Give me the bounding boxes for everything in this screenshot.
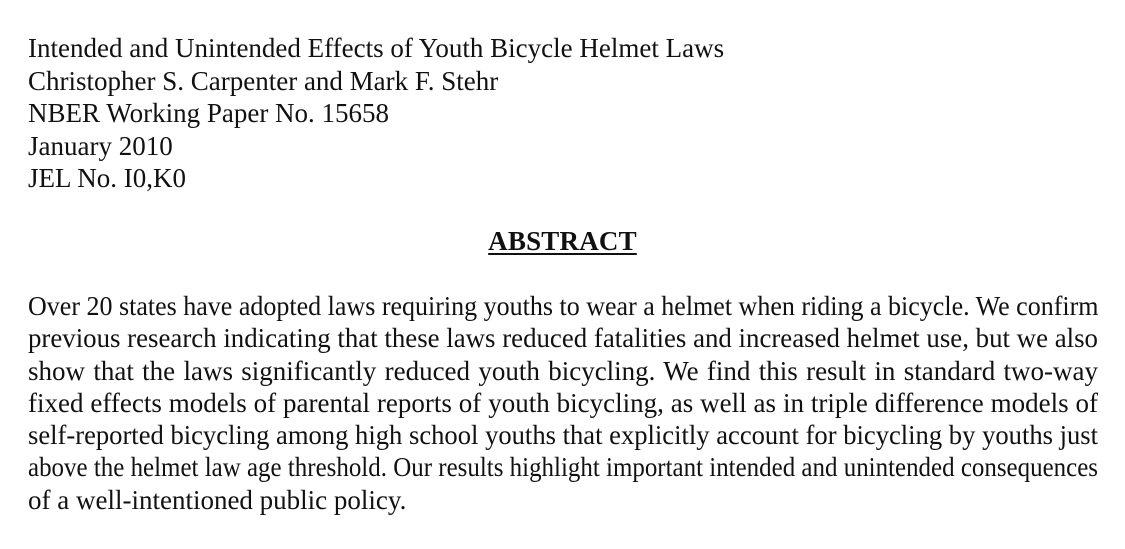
paper-date: January 2010 — [28, 130, 173, 161]
abstract-heading: ABSTRACT — [488, 226, 637, 256]
abstract-line: Over 20 states have adopted laws requiring youths to wear a helmet when riding a bicycle. We confirm — [28, 291, 1099, 321]
abstract-line: previous research indicating that these laws reduced fatalities and increased helmet use, but we also — [28, 323, 1098, 354]
paper-header — [28, 32, 724, 195]
abstract-line: of a well-intentioned public policy. — [28, 484, 407, 515]
paper-title: Intended and Unintended Effects of Youth Bicycle Helmet Laws — [28, 33, 725, 63]
abstract-line: above the helmet law age threshold. Our results highlight important intended and unintended consequences — [28, 452, 1098, 483]
abstract-line: self-reported bicycling among high school youths that explicitly account for bicycling by youths just — [28, 420, 1099, 451]
abstract-body — [28, 290, 1098, 516]
abstract-line: show that the laws significantly reduced youth bicycling. We find this result in standard two-way — [28, 355, 1098, 386]
paper-authors: Christopher S. Carpenter and Mark F. Stehr — [28, 65, 499, 96]
paper-jel-codes: JEL No. I0,K0 — [28, 163, 186, 193]
paper-series: NBER Working Paper No. 15658 — [28, 98, 390, 128]
abstract-line: fixed effects models of parental reports of youth bicycling, as well as in triple difference models of — [28, 387, 1098, 418]
